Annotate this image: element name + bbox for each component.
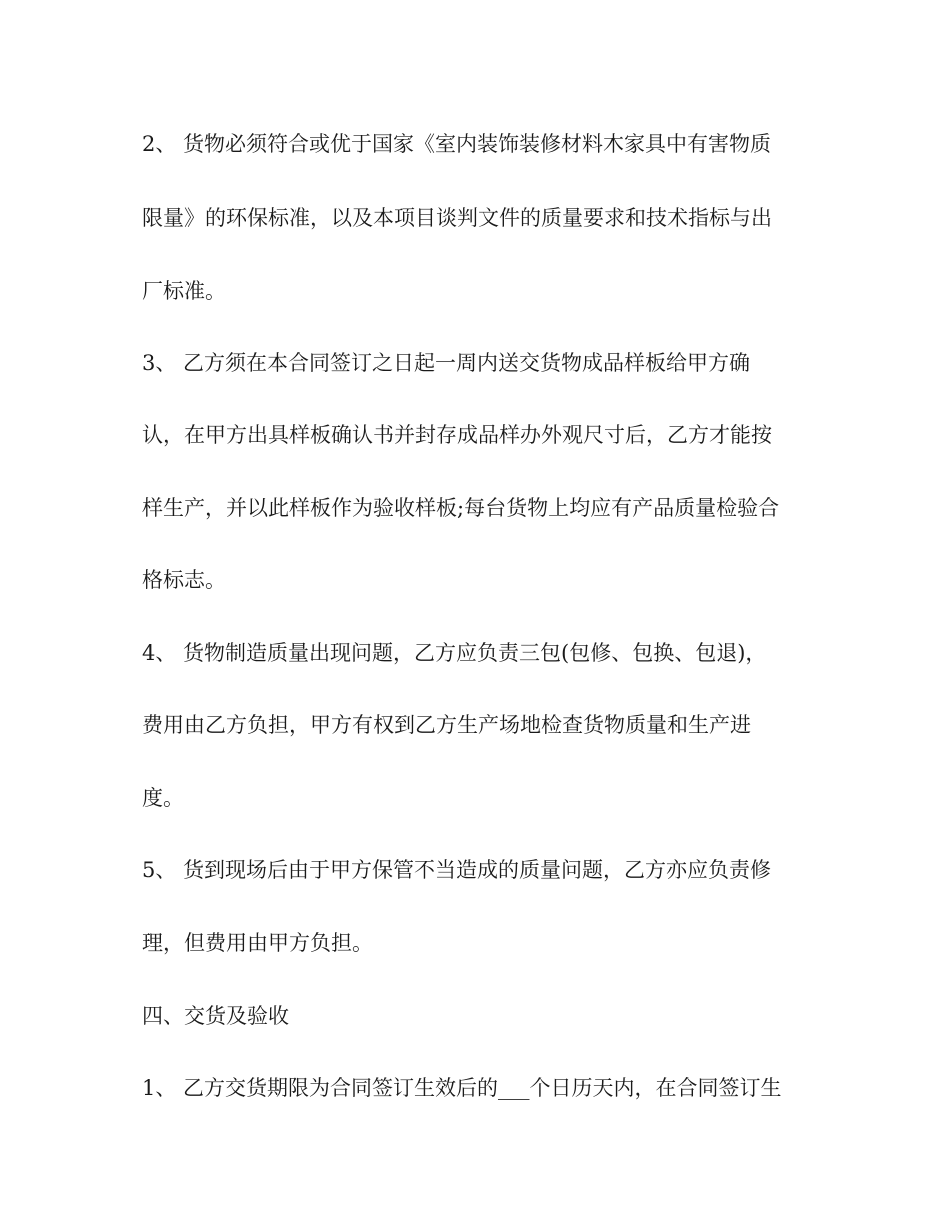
text-line: 限量》的环保标准，以及本项目谈判文件的质量要求和技术指标与出	[142, 206, 772, 230]
text-line: 3、 乙方须在本合同签订之日起一周内送交货物成品样板给甲方确	[142, 351, 751, 375]
text-line: 度。	[142, 786, 184, 810]
text-line: 认，在甲方出具样板确认书并封存成品样办外观尺寸后，乙方才能按	[142, 423, 772, 447]
text-line: 4、 货物制造质量出现问题，乙方应负责三包(包修、包换、包退)，	[142, 641, 767, 665]
section-heading: 四、交货及验收	[142, 1004, 289, 1028]
text-line: 2、 货物必须符合或优于国家《室内装饰装修材料木家具中有害物质	[142, 132, 772, 156]
text-line: 样生产，并以此样板作为验收样板;每台货物上均应有产品质量检验合	[142, 496, 780, 520]
text-line: 5、 货到现场后由于甲方保管不当造成的质量问题，乙方亦应负责修	[142, 858, 772, 882]
text-line: 理，但费用由甲方负担。	[142, 931, 373, 955]
text-line: 1、 乙方交货期限为合同签订生效后的___个日历天内，在合同签订生	[142, 1076, 782, 1100]
text-line: 格标志。	[142, 568, 226, 592]
text-line: 厂标准。	[142, 279, 226, 303]
text-line: 费用由乙方负担，甲方有权到乙方生产场地检查货物质量和生产进	[142, 713, 751, 737]
